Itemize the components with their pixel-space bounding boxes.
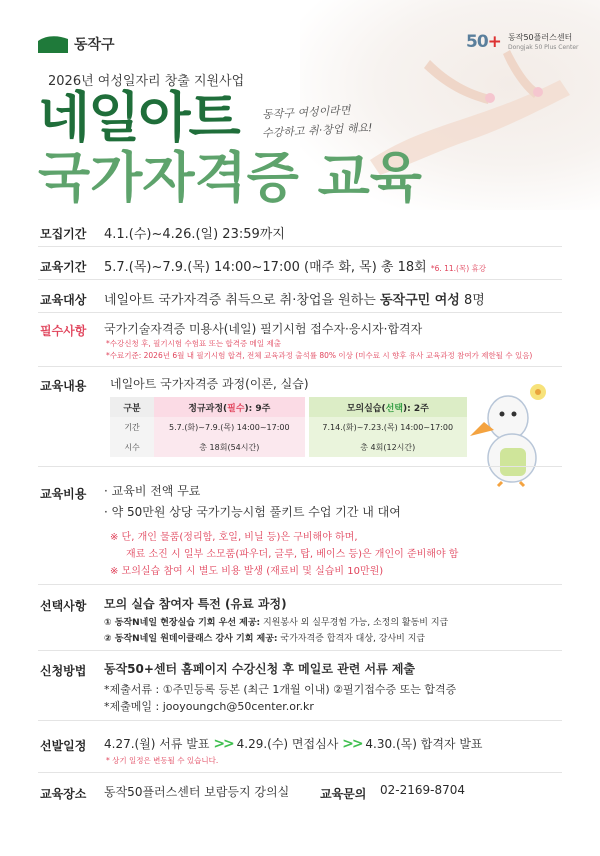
table-cell: 5.7.(화)~7.9.(목) 14:00~17:00 bbox=[154, 417, 304, 437]
divider bbox=[38, 279, 562, 280]
place-value: 동작50플러스센터 보람등지 강의실 bbox=[104, 785, 290, 799]
double-chevron-icon: >> bbox=[213, 736, 233, 752]
contact-value: 02-2169-8704 bbox=[380, 783, 466, 797]
schedule-steps bbox=[104, 735, 483, 752]
cost-note-2: 재료 소진 시 일부 소모품(파우더, 글루, 탑, 베이스 등)은 개인이 준비해야 함 bbox=[126, 549, 459, 560]
schedule-step-3: 4.30.(목) 합격자 발표 bbox=[365, 737, 483, 751]
optional-title: 모의 실습 참여자 특전 (유료 과정) bbox=[104, 597, 287, 611]
cost-note-1: ※ 단, 개인 물품(정리함, 호일, 비닐 등)은 구비해야 하며, bbox=[110, 532, 358, 543]
divider bbox=[38, 466, 562, 467]
content-value: 네일아트 국가자격증 과정(이론, 실습) bbox=[110, 377, 309, 391]
period-label: 교육기간 bbox=[40, 260, 87, 274]
cost-line-1: · 교육비 전액 무료 bbox=[104, 484, 201, 498]
optional-item-2: ② 동작N네일 원데이클래스 강사 기회 제공: 국가자격증 합격자 대상, 강사비 지급 bbox=[104, 634, 426, 644]
center-logo-mark: 50+ bbox=[466, 32, 501, 52]
table-cell: 총 4회(12시간) bbox=[309, 437, 467, 457]
table-cell: 7.14.(화)~7.23.(목) 14:00~17:00 bbox=[309, 417, 467, 437]
cost-note-3: ※ 모의실습 참여 시 별도 비용 발생 (재료비 및 실습비 10만원) bbox=[110, 566, 384, 577]
table-row-label: 시수 bbox=[110, 437, 154, 457]
divider bbox=[38, 246, 562, 247]
optional-label: 선택사항 bbox=[40, 599, 87, 613]
program-subtitle: 2026년 여성일자리 창출 지원사업 bbox=[48, 74, 245, 89]
handwritten-note-1: 동작구 여성이라면 bbox=[261, 103, 351, 122]
cost-label: 교육비용 bbox=[40, 487, 87, 501]
table-cell: 총 18회(54시간) bbox=[154, 437, 304, 457]
apply-docs: *제출서류 : ①주민등록 등본 (최근 1개월 이내) ②필기접수증 또는 합격증 bbox=[104, 683, 457, 696]
apply-email: *제출메일 : jooyoungch@50center.or.kr bbox=[104, 700, 314, 713]
apply-title: 동작50+센터 홈페이지 수강신청 후 메일로 관련 서류 제출 bbox=[104, 662, 416, 676]
title-line-2: 국가자격증 교육 bbox=[38, 146, 422, 209]
required-note-1: *수강신청 후, 필기시험 수험표 또는 합격증 메일 제출 bbox=[106, 339, 281, 348]
divider bbox=[38, 366, 562, 367]
title-line-1: 네일아트 bbox=[38, 86, 239, 149]
cost-line-2: · 약 50만원 상당 국가기능시험 풀키트 수업 기간 내 대여 bbox=[104, 505, 401, 519]
district-logo-text: 동작구 bbox=[74, 37, 115, 53]
divider bbox=[38, 772, 562, 773]
table-header-cell: 구분 bbox=[110, 397, 154, 417]
center-subname: Dongjak 50 Plus Center bbox=[508, 44, 579, 51]
required-value: 국가기술자격증 미용사(네일) 필기시험 접수자·응시자·합격자 bbox=[104, 322, 423, 336]
double-chevron-icon: >> bbox=[342, 736, 362, 752]
divider bbox=[38, 312, 562, 313]
divider bbox=[38, 584, 562, 585]
target-label: 교육대상 bbox=[40, 293, 87, 307]
optional-item-1: ① 동작N네일 현장실습 기회 우선 제공: 지원봉사 외 실무경험 가능, 소정의 활동비 지급 bbox=[104, 618, 449, 628]
content-label: 교육내용 bbox=[40, 379, 87, 393]
place-label: 교육장소 bbox=[40, 787, 87, 801]
required-label: 필수사항 bbox=[40, 324, 87, 338]
course-table bbox=[110, 397, 467, 457]
table-row-label: 기간 bbox=[110, 417, 154, 437]
handwritten-note-2: 수강하고 취·창업 해요! bbox=[261, 121, 373, 140]
table-header-regular: 정규과정(필수): 9주 bbox=[154, 397, 304, 417]
required-note-2: *수료기준: 2026년 6월 내 필기시험 합격, 전체 교육과정 출석률 80% 이상 (미수료 시 향후 유사 교육과정 참여가 제한될 수 있음) bbox=[106, 351, 533, 360]
recruit-value: 4.1.(수)~4.26.(일) 23:59까지 bbox=[104, 227, 285, 242]
recruit-label: 모집기간 bbox=[40, 227, 87, 241]
dongjak-logo-icon bbox=[38, 33, 68, 53]
schedule-step-2: 4.29.(수) 면접심사 bbox=[236, 737, 339, 751]
table-header-mock: 모의실습(선택): 2주 bbox=[309, 397, 467, 417]
schedule-label: 선발일정 bbox=[40, 739, 87, 753]
schedule-note: * 상기 일정은 변동될 수 있습니다. bbox=[106, 756, 219, 765]
contact-label: 교육문의 bbox=[320, 787, 367, 801]
divider bbox=[38, 650, 562, 651]
divider bbox=[38, 720, 562, 721]
apply-label: 신청방법 bbox=[40, 664, 87, 678]
mascot-bird-illustration bbox=[466, 378, 566, 488]
period-value: 5.7.(목)~7.9.(목) 14:00~17:00 (매주 화, 목) 총 18회 *6. 11.(목) 휴강 bbox=[104, 260, 487, 275]
target-value: 네일아트 국가자격증 취득으로 취·창업을 원하는 동작구민 여성 8명 bbox=[104, 293, 485, 308]
schedule-step-1: 4.27.(월) 서류 발표 bbox=[104, 737, 210, 751]
center-name: 동작50플러스센터 bbox=[508, 33, 573, 42]
